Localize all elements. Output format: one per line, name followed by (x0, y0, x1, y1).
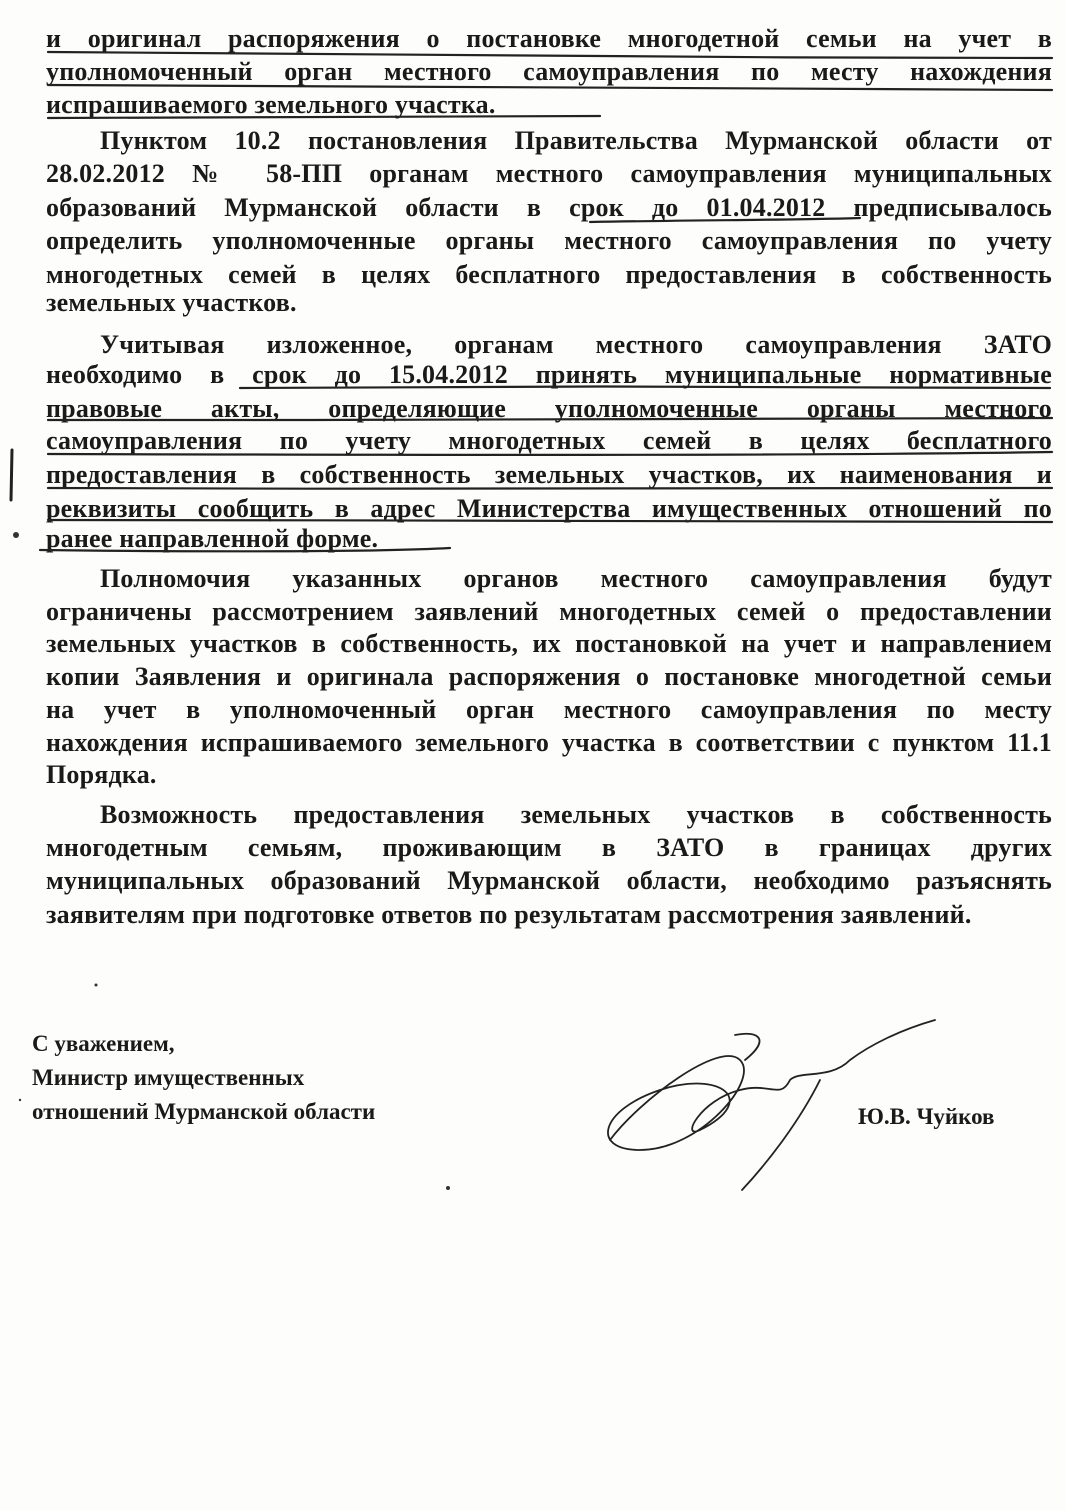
text-line: предоставления в собственность земельных участков, их наименования и (46, 460, 1052, 489)
text-line: уполномоченный орган местного самоуправления по месту нахождения (46, 57, 1052, 86)
text-line: на учет в уполномоченный орган местного самоуправления по месту (46, 695, 1052, 724)
signer-position-line2: отношений Мурманской области (32, 1099, 376, 1124)
text-line: Порядка. (46, 760, 157, 789)
text-line: ограничены рассмотрением заявлений многодетных семей о предоставлении (46, 597, 1052, 626)
pen-underline (240, 387, 1050, 389)
pen-underline (590, 218, 860, 222)
text-line: муниципальных образований Мурманской области, необходимо разъяснять (46, 866, 1052, 895)
pen-underline (48, 52, 1052, 58)
text-line: Полномочия указанных органов местного самоуправления будут (100, 564, 1052, 593)
text-line: реквизиты сообщить в адрес Министерства имущественных отношений по (46, 494, 1052, 523)
pen-underline (48, 116, 600, 118)
text-line: копии Заявления и оригинала распоряжения о постановке многодетной семьи (46, 662, 1052, 691)
text-line: многодетных семей в целях бесплатного предоставления в собственность (46, 260, 1052, 289)
pen-underline (48, 452, 1052, 455)
pen-underline (48, 85, 1052, 90)
signer-position-line1: Министр имущественных (32, 1065, 305, 1090)
text-line: 28.02.2012 № 58-ПП органам местного самоуправления муниципальных (46, 159, 1052, 188)
text-line: правовые акты, определяющие уполномоченные органы местного (46, 394, 1052, 423)
pen-underline (40, 548, 450, 551)
text-line: необходимо в срок до 15.04.2012 принять муниципальные нормативные (46, 360, 1052, 389)
text-line: Возможность предоставления земельных участков в собственность (100, 800, 1052, 829)
text-line: ранее направленной форме. (46, 524, 379, 553)
margin-mark (11, 450, 12, 500)
text-line: нахождения испрашиваемого земельного участка в соответствии с пунктом 11.1 (46, 728, 1052, 757)
text-line: образований Мурманской области в срок до 01.04.2012 предписывалось (46, 193, 1052, 222)
signature (735, 1034, 759, 1060)
text-line: и оригинал распоряжения о постановке многодетной семьи на учет в (46, 24, 1052, 53)
pen-underline (48, 418, 1052, 420)
text-line: Пунктом 10.2 постановления Правительства Мурманской области от (100, 126, 1052, 155)
text-line: определить уполномоченные органы местного самоуправления по учету (46, 226, 1052, 255)
signature (742, 1080, 820, 1190)
text-line: самоуправления по учету многодетных семей в целях бесплатного (46, 426, 1052, 455)
text-line: испрашиваемого земельного участка. (46, 90, 496, 119)
text-line: Учитывая изложенное, органам местного самоуправления ЗАТО (100, 330, 1052, 359)
text-line: заявителям при подготовке ответов по результатам рассмотрения заявлений. (46, 900, 972, 929)
text-line: земельных участков в собственность, их постановкой на учет и направлением (46, 629, 1052, 658)
text-line: многодетным семьям, проживающим в ЗАТО в границах других (46, 833, 1052, 862)
pen-underline (48, 488, 1052, 489)
signature (608, 1020, 935, 1150)
closing-greeting: С уважением, (32, 1031, 175, 1056)
signer-name: Ю.В. Чуйков (858, 1104, 995, 1129)
text-line: земельных участков. (46, 288, 297, 317)
pen-underline (48, 520, 1052, 522)
